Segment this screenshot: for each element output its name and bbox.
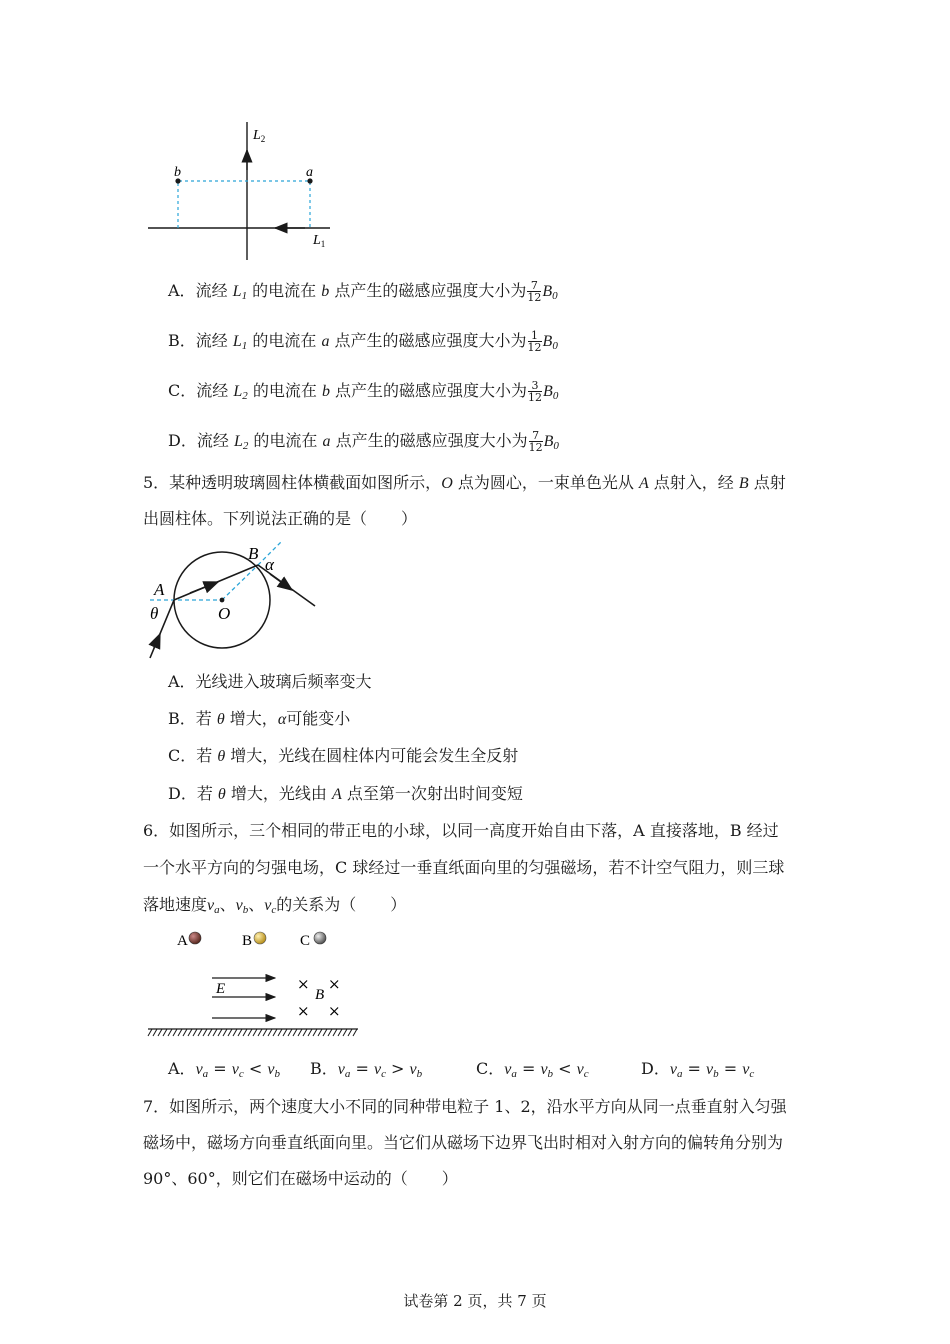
b-field-cross-1: × [297,975,310,993]
refracted-ray-arrow [190,582,218,593]
label-L1: $L_1$ [313,233,326,249]
ground-hatch [148,1029,357,1036]
q6-option-c[interactable]: C．$v_a = v_b < v_c$ [476,1059,589,1080]
q6-option-d[interactable]: D．$v_a = v_b = v_c$ [641,1059,755,1080]
q6-stem-line2: 一个水平方向的匀强电场，C 球经过一垂直纸面向里的匀强磁场，若不计空气阻力，则三球 [143,858,785,877]
q4-option-d[interactable]: D．流经 $L_2$ 的电流在 a 点产生的磁感应强度大小为 $\frac{7}{12}$ $B_0$ [168,429,559,454]
ball-a-label: A [177,933,188,949]
q6-stem-line1: 6．如图所示，三个相同的带正电的小球，以同一高度开始自由下落，A 直接落地，B 经过 [143,821,779,840]
q4-option-c[interactable]: C．流经 $L_2$ 的电流在 b 点产生的磁感应强度大小为 $\frac{3}{12}$ $B_0$ [168,379,559,404]
ball-a [189,932,201,944]
cylinder-figure [140,535,330,665]
q5-stem-line1: 5．某种透明玻璃圆柱体横截面如图所示，O 点为圆心，一束单色光从 A 点射入，经 B 点射 [143,473,786,492]
q7-stem-line1: 7．如图所示，两个速度大小不同的同种带电粒子 1、2，沿水平方向从同一点垂直射入匀强 [143,1097,787,1116]
label-a: a [306,165,313,180]
ball-c-label: C [300,933,311,949]
q4-option-b[interactable]: B．流经 $L_1$ 的电流在 a 点产生的磁感应强度大小为 $\frac{1}{12}$ $B_0$ [168,329,558,354]
label-b: b [174,165,181,180]
q4-option-a[interactable]: A．流经 $L_1$ 的电流在 b 点产生的磁感应强度大小为 $\frac{7}{12}$ $B_0$ [168,279,558,304]
q7-stem-line2: 磁场中，磁场方向垂直纸面向里。当它们从磁场下边界飞出时相对入射方向的偏转角分别为 [143,1133,784,1152]
center-O [220,598,225,603]
fields-figure [140,925,370,1045]
q6-option-a[interactable]: A．$v_a = v_c < v_b$ [168,1059,280,1080]
label-L2: $L_2$ [253,128,266,144]
label-A: A [154,580,165,599]
b-field-cross-3: × [297,1002,310,1020]
label-O: O [218,604,231,623]
ball-b [254,932,266,944]
ball-b-label: B [242,933,253,949]
q5-option-c[interactable]: C．若 θ 增大，光线在圆柱体内可能会发生全反射 [168,746,519,765]
emergent-ray-arrow [270,574,292,590]
q6-stem-line3: 落地速度$v_a$、$v_b$、$v_c$的关系为（ ） [143,895,407,916]
dashed-guide-b [178,181,310,228]
q7-stem-line3: 90°、60°，则它们在磁场中运动的（ ） [143,1169,458,1188]
ball-c [314,932,326,944]
q6-option-b[interactable]: B．$v_a = v_c > v_b$ [310,1059,423,1080]
label-alpha: α [265,555,274,574]
b-field-cross-4: × [328,1002,341,1020]
radius-OB [222,565,258,600]
q5-option-a[interactable]: A．光线进入玻璃后频率变大 [168,672,372,691]
page-footer: 试卷第 2 页，共 7 页 [403,1292,547,1310]
q5-option-b[interactable]: B．若 θ 增大，α可能变小 [168,709,351,728]
label-B: B [248,544,259,563]
q5-option-d[interactable]: D．若 θ 增大，光线由 A 点至第一次射出时间变短 [168,784,523,803]
label-theta: θ [150,604,159,623]
incident-ray-arrow [154,634,160,648]
wires-figure [140,110,340,270]
label-E: E [216,981,226,997]
label-Bfield: B [315,987,325,1003]
b-field-cross-2: × [328,975,341,993]
q5-stem-line2: 出圆柱体。下列说法正确的是（ ） [143,509,418,528]
